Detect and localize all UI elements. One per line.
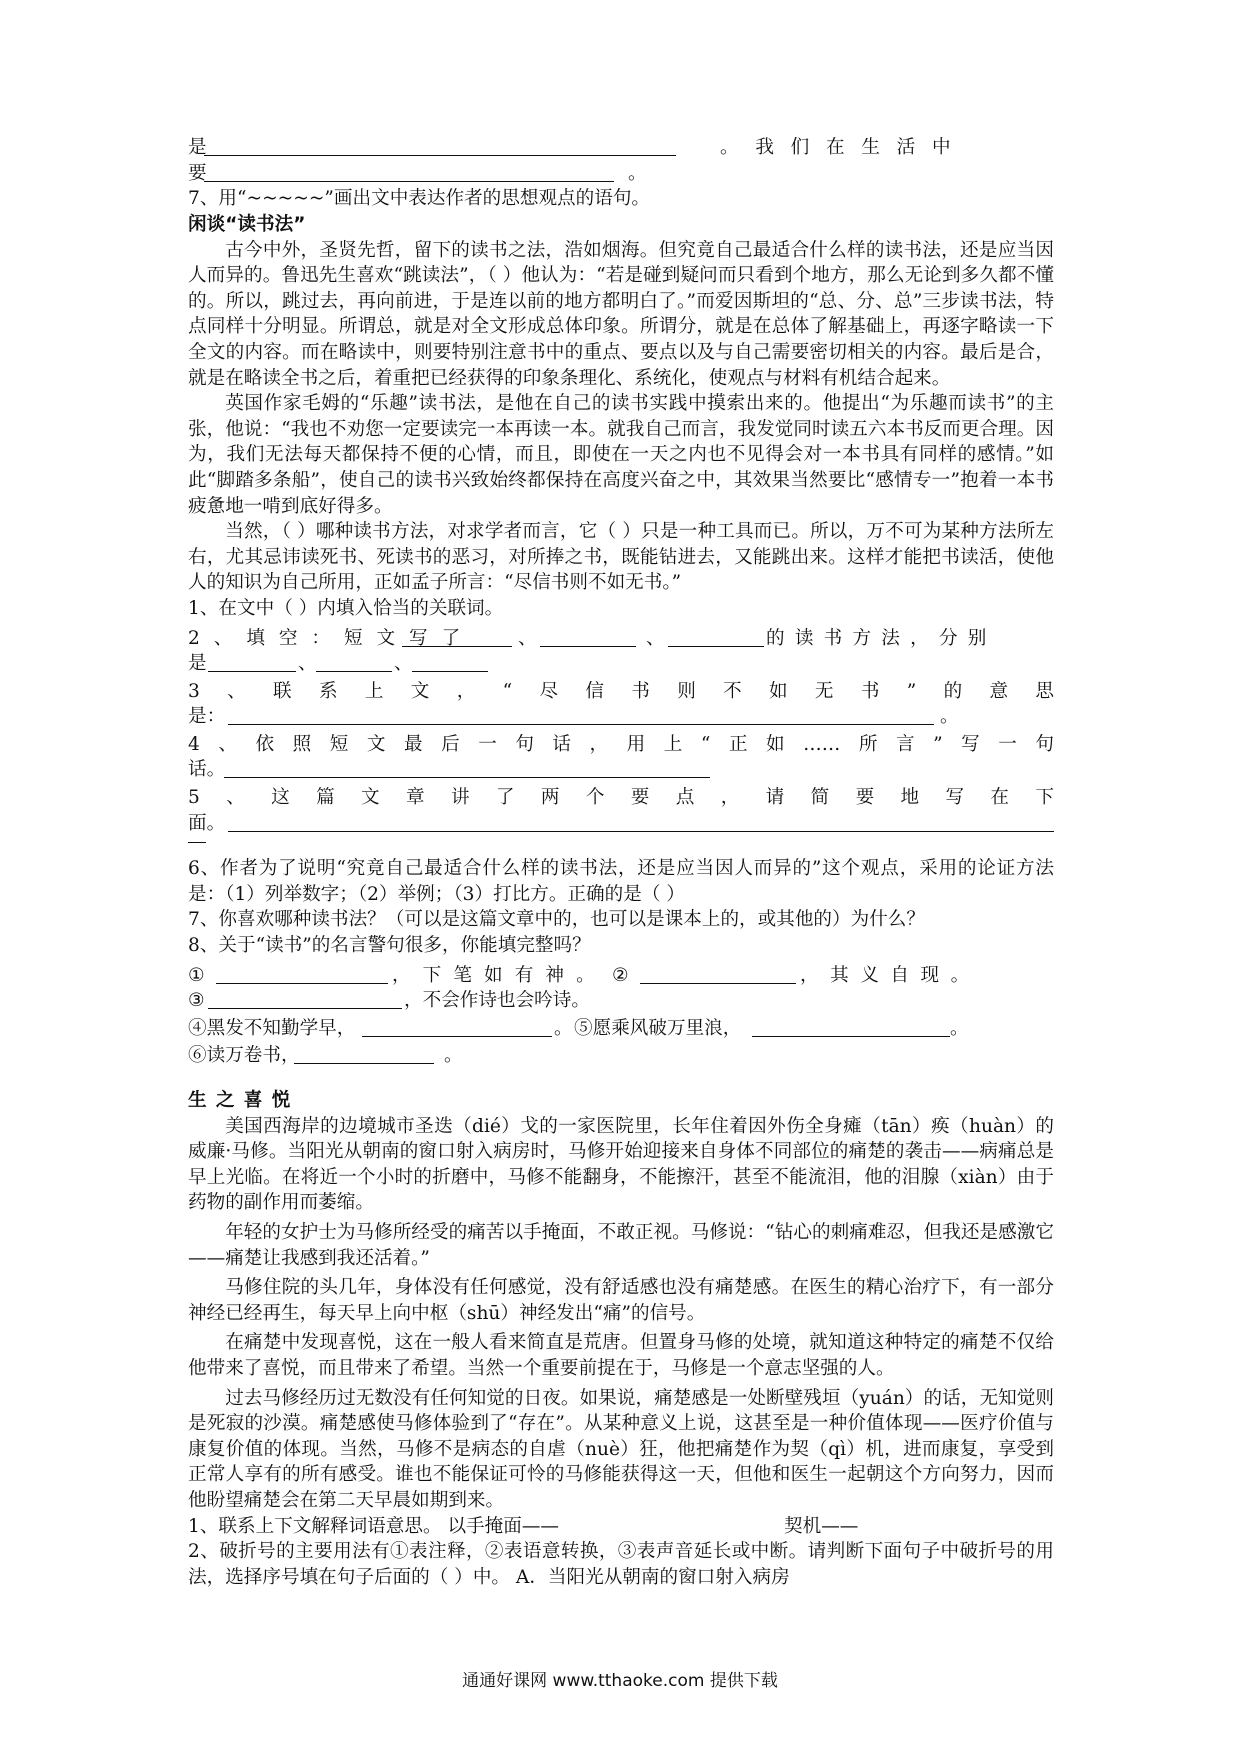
answer-blank[interactable] (402, 628, 512, 647)
question-3-text: 是： (188, 706, 226, 728)
section-reading-methods (188, 212, 1054, 1069)
question-5-line3 (188, 836, 1054, 856)
answer-blank[interactable] (668, 628, 764, 647)
question-2-text: 2、填空：短文写了 (188, 627, 475, 649)
section-2-question-2: 2、破折号的主要用法有①表注释，②表语意转换，③表声音延长或中断。请判断下面句子中破折号的用法，选择序号填在句子后面的（ ）中。 A．当阳光从朝南的窗口射入病房 (188, 1541, 1054, 1588)
question-text: 1、联系上下文解释词语意思。 以手掩面—— (188, 1515, 560, 1537)
footer-credit: 通通好课网 www.tthaoke.com 提供下载 (462, 1671, 778, 1691)
answer-blank[interactable] (412, 653, 488, 672)
question-3-line2: 是： 。 (188, 706, 959, 728)
separator: 、 (518, 627, 537, 649)
section-joy-of-life (188, 1088, 1054, 1590)
quote-row-4 (188, 1043, 1054, 1069)
separator: 、 (298, 653, 317, 675)
section-2-paragraph: 年轻的女护士为马修所经受的痛苦以手掩面，不敢正视。马修说：“钻心的刺痛难忍，但我还是感激它——痛楚让我感到我还活着。” (188, 1221, 1054, 1269)
answer-blank[interactable] (224, 759, 710, 778)
quote-text: ⑤愿乘风破万里浪， (574, 1017, 742, 1039)
question-7: 7、你喜欢哪种读书法？（可以是这篇文章中的，也可以是课本上的，或其他的）为什么？ (188, 909, 925, 931)
top-line1-label: 是 (188, 137, 207, 158)
quote-text: ，其义自现。 (800, 964, 981, 986)
question-5-text: 面。 (188, 812, 226, 834)
quote-number: ③ (188, 990, 205, 1012)
question-5-line2 (188, 811, 1054, 837)
quote-text: ，不会作诗也会吟诗。 (404, 990, 590, 1012)
question-8: 8、关于“读书”的名言警句很多，你能填完整吗？ (188, 935, 591, 957)
quote-text: 。 (554, 1017, 573, 1039)
top-question-7: 7、用“~~~~~”画出文中表达作者的思想观点的语句。 (188, 188, 651, 210)
question-6: 6、作者为了说明“究竟自己最适合什么样的读书法，还是应当因人而异的”这个观点，采用的论证方法是：（1）列举数字；（2）举例；（3）打比方。正确的是（ ） (188, 858, 1054, 905)
top-line2-suffix: 。 (628, 162, 647, 184)
answer-blank[interactable] (540, 628, 636, 647)
section-1-paragraph: 英国作家毛姆的“乐趣”读书法，是他在自己的读书实践中摸索出来的。他提出“为乐趣而读书”的主张，他说：“我也不劝您一定要读完一本再读一本。就我自己而言，我发觉同时读五六本书反而更合理。因为，我们无法每天都保持不便的心情，而且，即使在一天之内也不见得会对一本书具有同样的感情。”如此“脚踏多条船”，使自己的读书兴致始终都保持在高度兴奋之中，其效果当然要比“感情专一”抱着一本书疲惫地一啃到底好得多。 (188, 393, 1054, 517)
answer-blank[interactable] (316, 653, 392, 672)
question-2-line2 (188, 651, 1054, 677)
question-3: 3、联系上文，“尽信书则不如无书”的意思 (188, 680, 1054, 702)
quote-text: ，下笔如有神。 (392, 964, 607, 986)
answer-blank[interactable] (208, 990, 402, 1009)
section-1-paragraph: 古今中外，圣贤先哲，留下的读书之法，浩如烟海。但究竟自己最适合什么样的读书法，还是应当因人而异的。鲁迅先生喜欢“跳读法”，（ ）他认为：“若是碰到疑问而只看到个地方，那么无论到多久都不懂的。所以，跳过去，再向前进，于是连以前的地方都明白了。”而爱因斯坦的“总、分、总”三步读书法，特点同样十分明显。所谓总，就是对全文形成总体印象。所谓分，就是在总体了解基础上，再逐字略读一下全文的内容。而在略读中，则要特别注意书中的重点、要点以及与自己需要密切相关的内容。最后是合，就是在略读全书之后，着重把已经获得的印象条理化、系统化，使观点与材料有机结合起来。 (188, 239, 1054, 389)
answer-blank[interactable] (208, 653, 296, 672)
question-5: 5、这篇文章讲了两个要点，请简要地写在下 (188, 787, 1054, 809)
question-4-text: 话。 (188, 759, 226, 781)
answer-blank[interactable] (216, 965, 388, 984)
separator: 、 (394, 653, 413, 675)
section-2-paragraph: 过去马修经历过无数没有任何知觉的日夜。如果说，痛楚感是一处断壁残垣（yuán）的话，无知觉则是死寂的沙漠。痛楚感使马修体验到了“存在”。从某种意义上说，这甚至是一种价值体现——医疗价值与康复价值的体现。当然，马修不是病态的自虐（nuè）狂，他把痛楚作为契（qì）机，进而康复，享受到正常人享有的所有感受。谁也不能保证可怜的马修能获得这一天，但他和医生一起朝这个方向努力，因而他盼望痛楚会在第二天早晨如期到来。 (188, 1387, 1054, 1511)
answer-blank[interactable] (640, 965, 796, 984)
quote-text: ⑥读万卷书， (188, 1045, 300, 1067)
quote-row-1 (188, 963, 1054, 989)
answer-blank[interactable] (204, 137, 676, 156)
section-2-title: 生之喜悦 (188, 1090, 300, 1111)
question-2 (188, 626, 1054, 652)
section-2-question-1 (188, 1514, 1054, 1540)
quote-number: ② (612, 964, 629, 986)
section-2-paragraph: 马修住院的头几年，身体没有任何感觉，没有舒适感也没有痛楚感。在医生的精心治疗下，有一部分神经已经再生，每天早上向中枢（shū）神经发出“痛”的信号。 (188, 1277, 1054, 1324)
quote-text: 。 (444, 1045, 463, 1067)
question-4: 4、依照短文最后一句话，用上“正如……所言”写一句 (188, 733, 1054, 755)
question-2-text: 的读书方法，分别 (766, 627, 997, 649)
quote-row-3 (188, 1016, 1054, 1042)
question-2-text: 是 (188, 653, 207, 675)
quote-text: ④黑发不知勤学早， (188, 1017, 356, 1039)
section-2-paragraph: 在痛楚中发现喜悦，这在一般人看来简直是荒唐。但置身马修的处境，就知道这种特定的痛楚不仅给他带来了喜悦，而且带来了希望。当然一个重要前提在于，马修是一个意志坚强的人。 (188, 1332, 1054, 1379)
section-1-paragraph: 当然，（ ）哪种读书方法，对求学者而言，它（ ）只是一种工具而已。所以，万不可为某种方法所左右，尤其忌讳读死书、死读书的恶习，对所捧之书，既能钻进去，又能跳出来。这样才能把书读活，使他人的知识为自己所用，正如孟子所言：“尽信书则不如无书。” (188, 521, 1054, 594)
quote-row-2 (188, 988, 1054, 1014)
separator: 、 (646, 627, 665, 649)
answer-blank[interactable] (228, 706, 934, 725)
answer-blank[interactable] (752, 1018, 950, 1037)
answer-blank[interactable] (362, 1018, 552, 1037)
quote-number: ① (188, 964, 205, 986)
answer-blank[interactable] (204, 163, 614, 182)
section-2-paragraph: 美国西海岸的边境城市圣迭（dié）戈的一家医院里，长年住着因外伤全身瘫（tān）痪（huàn）的威廉·马修。当阳光从朝南的窗口射入病房时，马修开始迎接来自身体不同部位的痛楚的袭击——病痛总是早上光临。在将近一个小时的折磨中，马修不能翻身，不能擦汗，甚至不能流泪，他的泪腺（xiàn）由于药物的副作用而萎缩。 (188, 1115, 1054, 1214)
question-1: 1、在文中（ ）内填入恰当的关联词。 (188, 597, 504, 619)
top-fragment (188, 135, 1054, 212)
answer-blank[interactable] (188, 836, 206, 843)
top-line2-label: 要 (188, 162, 207, 184)
answer-blank[interactable] (228, 813, 1054, 832)
question-text: 契机—— (784, 1515, 859, 1537)
answer-blank[interactable] (294, 1045, 434, 1064)
question-4-line2 (188, 757, 1054, 783)
quote-text: 。 (950, 1017, 969, 1039)
section-1-title: 闲谈“读书法” (188, 214, 306, 235)
top-line1-suffix: 。我们在生活中 (720, 137, 968, 158)
